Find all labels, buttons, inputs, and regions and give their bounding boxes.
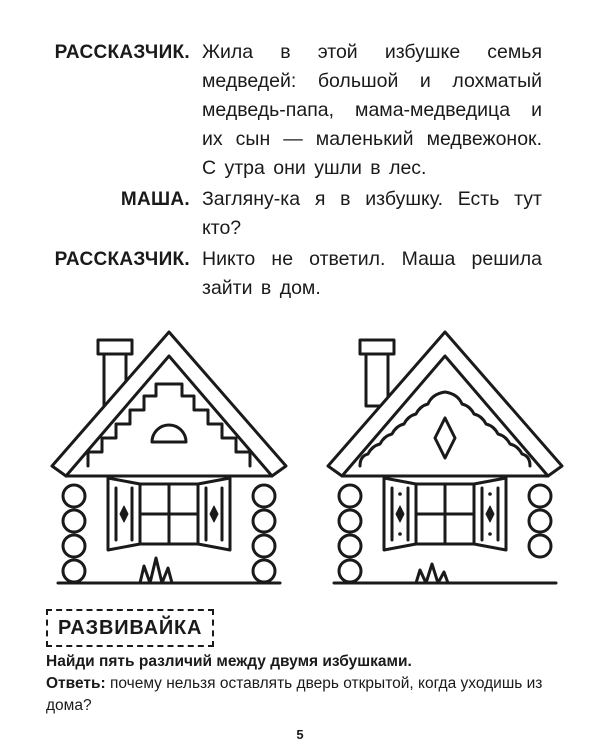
speaker-name: РАССКАЗЧИК. bbox=[54, 249, 190, 270]
house-illustration-left bbox=[44, 326, 294, 596]
speaker-name: МАША. bbox=[120, 189, 190, 210]
task-text: Найди пять различий между двумя избушками. bbox=[46, 653, 412, 670]
answer-question: почему нельзя оставлять дверь открытой, когда уходишь из дома? bbox=[46, 675, 543, 714]
house-illustration-right bbox=[320, 326, 570, 596]
dialogue-line-narrator-1 bbox=[40, 38, 580, 183]
speaker-name: РАССКАЗЧИК. bbox=[54, 42, 190, 63]
dialogue-block bbox=[40, 38, 580, 305]
answer-label: Ответь: bbox=[46, 675, 106, 692]
activity-title: РАЗВИВАЙКА bbox=[58, 617, 203, 639]
speech-text: Жила в этой избушке семья медведей: большой и лохматый медведь-папа, мама-медведица и их сын — маленький медвежонок. С утра они ушли в лес. bbox=[202, 41, 542, 179]
page-number: 5 bbox=[296, 727, 304, 742]
activity-title-box bbox=[46, 609, 214, 647]
dialogue-line-masha bbox=[40, 185, 580, 243]
speech-text: Загляну-ка я в избушку. Есть тут кто? bbox=[202, 188, 542, 239]
dialogue-line-narrator-2 bbox=[40, 245, 580, 303]
task-block bbox=[46, 651, 566, 717]
speech-text: Никто не ответил. Маша решила зайти в дом. bbox=[202, 248, 542, 299]
